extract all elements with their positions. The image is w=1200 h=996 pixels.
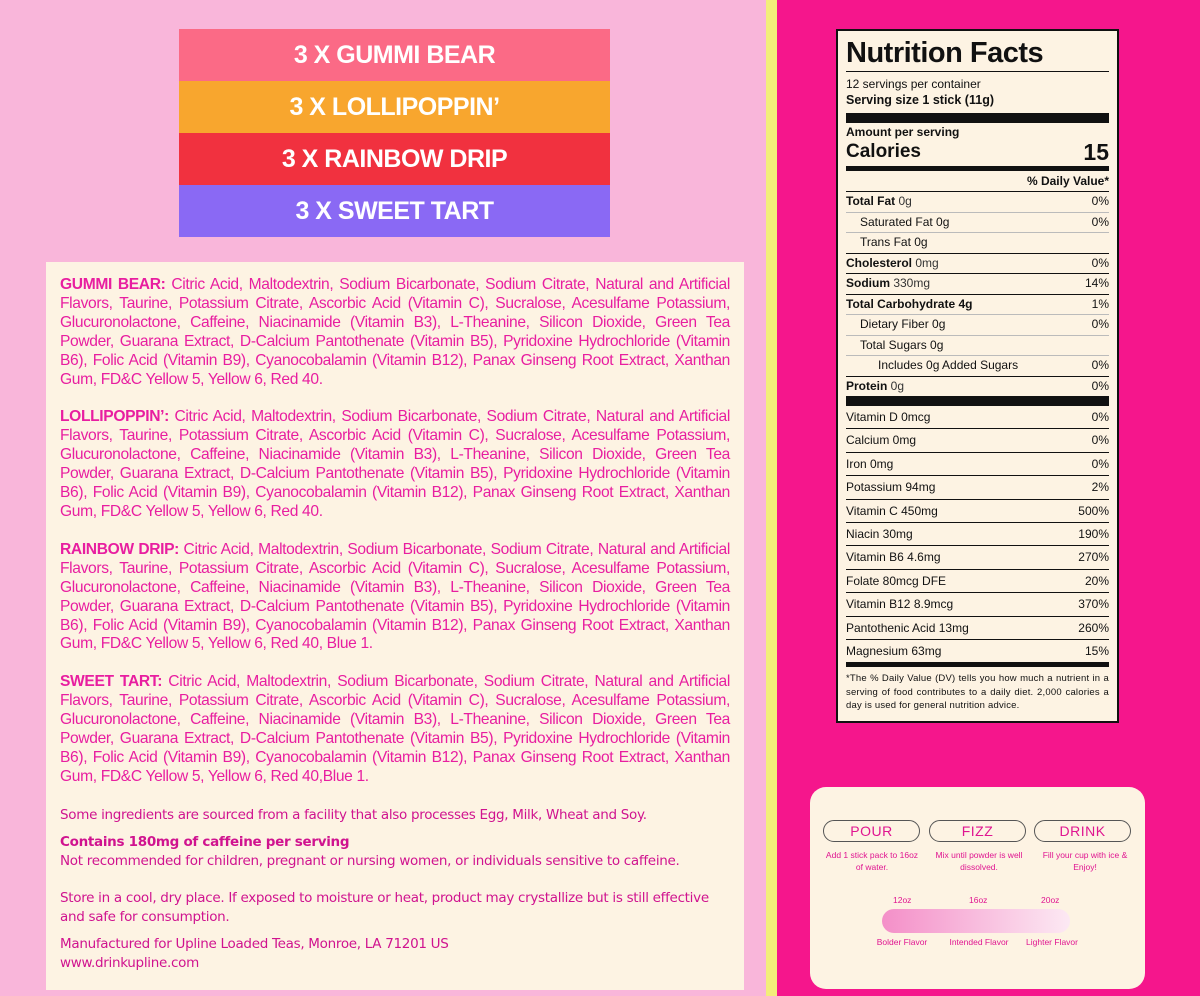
nutrient-dv: 0% bbox=[1091, 255, 1109, 270]
flavor-banner-lollipoppin: 3 X LOLLIPOPPIN’ bbox=[179, 81, 610, 133]
vitamin-dv: 270% bbox=[1078, 550, 1109, 565]
calories-label: Calories bbox=[846, 141, 921, 162]
nutrient-label: Sodium bbox=[846, 276, 890, 290]
calories-value: 15 bbox=[1083, 139, 1109, 165]
nutrient-label: Protein bbox=[846, 378, 888, 393]
nutrient-row-total-sugars bbox=[846, 335, 1109, 356]
ingredients-text: Citric Acid, Maltodextrin, Sodium Bicarbonate, Sodium Citrate, Natural and Artificial Flavors, Taurine, Potassium Citrate, Ascorbic Acid (Vitamin C), Sucralose, Acesulfame Potassium, Glucuronolactone, Caffeine, Niacinamide (Vitamin B3), L-Theanine, Silicon Dioxide, Green Tea Powder, Guarana Extract, D-Calcium Pantothenate (Vitamin B5), Pyridoxine Hydrochloride (Vitamin B6), Folic Acid (Vitamin B9), Cyanocobalamin (Vitamin B12), Panax Ginseng Root Extract, Xanthan Gum, FD&C Yellow 5, Yellow 6, Red 40,Blue 1. bbox=[60, 673, 730, 785]
vitamin-dv: 15% bbox=[1084, 644, 1109, 659]
nutrient-label: Dietary Fiber 0g bbox=[860, 317, 946, 331]
vitamin-dv: 2% bbox=[1091, 480, 1109, 495]
flavor-banner-rainbow-drip: 3 X RAINBOW DRIP bbox=[179, 133, 610, 185]
vitamin-dv: 0% bbox=[1091, 456, 1109, 471]
nutrient-row-saturated-fat bbox=[846, 212, 1109, 233]
vitamin-dv: 20% bbox=[1084, 573, 1109, 588]
strength-slider bbox=[882, 909, 1070, 933]
divider-stripe bbox=[766, 0, 777, 996]
ingredients-lollipoppin bbox=[60, 408, 730, 521]
ingredients-name: GUMMI BEAR: bbox=[60, 276, 166, 293]
ingredients-rainbow-drip bbox=[60, 541, 730, 654]
allergen-note: Some ingredients are sourced from a facility that also processes Egg, Milk, Wheat and Soy. bbox=[60, 806, 647, 823]
nutrition-thick-rule bbox=[846, 113, 1109, 123]
oz-mark: 20oz bbox=[1041, 895, 1060, 905]
step-drink: DRINK bbox=[1034, 820, 1131, 842]
warning-note: Not recommended for children, pregnant or nursing women, or individuals sensitive to caffeine. bbox=[60, 852, 680, 869]
instructions-card bbox=[810, 787, 1145, 989]
vitamin-row bbox=[846, 616, 1109, 639]
ingredients-gummi-bear bbox=[60, 276, 730, 389]
vitamin-row bbox=[846, 592, 1109, 615]
calories-row bbox=[846, 140, 1109, 164]
vitamin-dv: 370% bbox=[1078, 597, 1109, 612]
step-fizz-desc: Mix until powder is well dissolved. bbox=[935, 850, 1023, 872]
nutrient-label: Saturated Fat 0g bbox=[860, 214, 950, 229]
vitamin-dv: 0% bbox=[1091, 410, 1109, 424]
nutrient-row-dietary-fiber bbox=[846, 314, 1109, 335]
nutrient-dv: 0% bbox=[1091, 194, 1109, 208]
vitamin-row bbox=[846, 569, 1109, 592]
nutrient-row-trans-fat bbox=[846, 232, 1109, 253]
serving-size: Serving size 1 stick (11g) bbox=[846, 93, 994, 107]
vitamin-row bbox=[846, 522, 1109, 545]
vitamin-label: Vitamin B12 8.9mcg bbox=[846, 597, 954, 612]
ingredients-name: RAINBOW DRIP: bbox=[60, 540, 180, 558]
vitamin-dv: 0% bbox=[1091, 433, 1109, 448]
vitamin-dv: 500% bbox=[1078, 503, 1109, 518]
nutrient-amount: 330mg bbox=[890, 276, 931, 290]
nutrient-amount: 0g bbox=[887, 378, 905, 393]
vitamin-label: Vitamin C 450mg bbox=[846, 503, 938, 518]
nutrient-row-cholesterol bbox=[846, 253, 1109, 274]
caffeine-note: Contains 180mg of caffeine per serving bbox=[60, 833, 350, 850]
nutrient-dv: 0% bbox=[1091, 378, 1109, 393]
nutrient-label: Includes 0g Added Sugars bbox=[878, 358, 1019, 372]
vitamin-row bbox=[846, 639, 1109, 662]
nutrient-label: Total Carbohydrate 4g bbox=[846, 296, 973, 311]
vitamin-dv: 260% bbox=[1078, 620, 1109, 635]
vitamin-label: Magnesium 63mg bbox=[846, 644, 942, 659]
vitamin-label: Folate 80mcg DFE bbox=[846, 573, 947, 588]
manufacturer-note: Manufactured for Upline Loaded Teas, Monroe, LA 71201 US bbox=[60, 935, 449, 952]
nutrient-dv: 1% bbox=[1091, 296, 1109, 311]
nutrition-title: Nutrition Facts bbox=[846, 37, 1044, 69]
daily-value-footnote: *The % Daily Value (DV) tells you how much a nutrient in a serving of food contributes to a daily diet. 2,000 calories a day is used for general nutrition advice. bbox=[846, 673, 1109, 712]
vitamin-label: Vitamin D 0mcg bbox=[846, 410, 931, 424]
nutrient-row-protein bbox=[846, 376, 1109, 397]
nutrient-dv: 0% bbox=[1091, 317, 1109, 331]
ingredients-name: SWEET TART: bbox=[60, 673, 163, 691]
vitamin-label: Vitamin B6 4.6mg bbox=[846, 550, 941, 565]
vitamin-row bbox=[846, 452, 1109, 475]
nutrition-rule bbox=[846, 71, 1109, 72]
nutrient-dv: 0% bbox=[1091, 358, 1109, 372]
nutrition-facts-label bbox=[836, 29, 1119, 723]
nutrient-row-added-sugars bbox=[846, 355, 1109, 376]
step-fizz: FIZZ bbox=[929, 820, 1026, 842]
vitamin-label: Pantothenic Acid 13mg bbox=[846, 620, 969, 635]
nutrient-dv: 14% bbox=[1084, 276, 1109, 290]
daily-value-header: % Daily Value* bbox=[1026, 174, 1109, 188]
vitamin-label: Calcium 0mg bbox=[846, 433, 917, 448]
step-pour: POUR bbox=[823, 820, 920, 842]
vitamin-row bbox=[846, 406, 1109, 428]
storage-note: Store in a cool, dry place. If exposed to moisture or heat, product may crystallize but is still effective and safe for consumption. bbox=[60, 889, 709, 925]
ingredients-text: Citric Acid, Maltodextrin, Sodium Bicarbonate, Sodium Citrate, Natural and Artificial Flavors, Taurine, Potassium Citrate, Ascorbic Acid (Vitamin C), Sucralose, Acesulfame Potassium, Glucuronolactone, Caffeine, Niacinamide (Vitamin B3), L-Theanine, Silicon Dioxide, Green Tea Powder, Guarana Extract, D-Calcium Pantothenate (Vitamin B5), Pyridoxine Hydrochloride (Vitamin B6), Folic Acid (Vitamin B9), Cyanocobalamin (Vitamin B12), Panax Ginseng Root Extract, Xanthan Gum, FD&C Yellow 5, Yellow 6, Red 40. bbox=[60, 276, 730, 388]
ingredients-sweet-tart bbox=[60, 673, 730, 786]
vitamin-row bbox=[846, 475, 1109, 498]
vitamin-label: Potassium 94mg bbox=[846, 480, 936, 495]
vitamin-row bbox=[846, 545, 1109, 568]
vitamin-dv: 190% bbox=[1078, 527, 1109, 542]
nutrient-label: Cholesterol bbox=[846, 255, 913, 270]
flavor-mark-intended: Intended Flavor bbox=[949, 937, 1009, 947]
nutrition-thick-rule bbox=[846, 396, 1109, 406]
vitamin-row bbox=[846, 428, 1109, 451]
ingredients-text: Citric Acid, Maltodextrin, Sodium Bicarbonate, Sodium Citrate, Natural and Artificial Flavors, Taurine, Potassium Citrate, Ascorbic Acid (Vitamin C), Sucralose, Acesulfame Potassium, Glucuronolactone, Caffeine, Niacinamide (Vitamin B3), L-Theanine, Silicon Dioxide, Green Tea Powder, Guarana Extract, D-Calcium Pantothenate (Vitamin B5), Pyridoxine Hydrochloride (Vitamin B6), Folic Acid (Vitamin B9), Cyanocobalamin (Vitamin B12), Panax Ginseng Root Extract, Xanthan Gum, FD&C Yellow 5, Yellow 6, Red 40. bbox=[60, 408, 730, 520]
flavor-banner-sweet-tart: 3 X SWEET TART bbox=[179, 185, 610, 237]
nutrient-row-total-carbohydrate bbox=[846, 294, 1109, 315]
oz-mark: 16oz bbox=[969, 895, 988, 905]
oz-mark: 12oz bbox=[893, 895, 912, 905]
ingredients-text: Citric Acid, Maltodextrin, Sodium Bicarbonate, Sodium Citrate, Natural and Artificial Flavors, Taurine, Potassium Citrate, Ascorbic Acid (Vitamin C), Sucralose, Acesulfame Potassium, Glucuronolactone, Caffeine, Niacinamide (Vitamin B3), L-Theanine, Silicon Dioxide, Green Tea Powder, Guarana Extract, D-Calcium Pantothenate (Vitamin B5), Pyridoxine Hydrochloride (Vitamin B6), Folic Acid (Vitamin B9), Cyanocobalamin (Vitamin B12), Panax Ginseng Root Extract, Xanthan Gum, FD&C Yellow 5, Yellow 6, Red 40, Blue 1. bbox=[60, 540, 730, 653]
nutrient-dv: 0% bbox=[1091, 214, 1109, 229]
vitamin-label: Niacin 30mg bbox=[846, 527, 913, 542]
nutrient-amount: 0mg bbox=[912, 255, 939, 270]
amount-per-serving: Amount per serving bbox=[846, 125, 960, 139]
nutrient-amount: 0g bbox=[895, 194, 912, 208]
nutrient-row-total-fat bbox=[846, 191, 1109, 212]
vitamin-label: Iron 0mg bbox=[846, 456, 894, 471]
nutrient-label: Total Fat bbox=[846, 194, 896, 208]
nutrient-label: Trans Fat 0g bbox=[860, 235, 928, 249]
website-link[interactable]: www.drinkupline.com bbox=[60, 954, 199, 971]
flavor-banner-gummi-bear: 3 X GUMMI BEAR bbox=[179, 29, 610, 81]
flavor-mark-bolder: Bolder Flavor bbox=[876, 937, 928, 947]
flavor-mark-lighter: Lighter Flavor bbox=[1026, 937, 1078, 947]
servings-per-container: 12 servings per container bbox=[846, 77, 981, 91]
step-drink-desc: Fill your cup with ice & Enjoy! bbox=[1042, 850, 1128, 872]
ingredients-panel bbox=[46, 262, 744, 990]
ingredients-name: LOLLIPOPPIN’: bbox=[60, 408, 169, 426]
step-pour-desc: Add 1 stick pack to 16oz of water. bbox=[825, 850, 919, 872]
nutrient-label: Total Sugars 0g bbox=[860, 337, 944, 352]
nutrient-row-sodium bbox=[846, 273, 1109, 294]
vitamin-row bbox=[846, 499, 1109, 522]
